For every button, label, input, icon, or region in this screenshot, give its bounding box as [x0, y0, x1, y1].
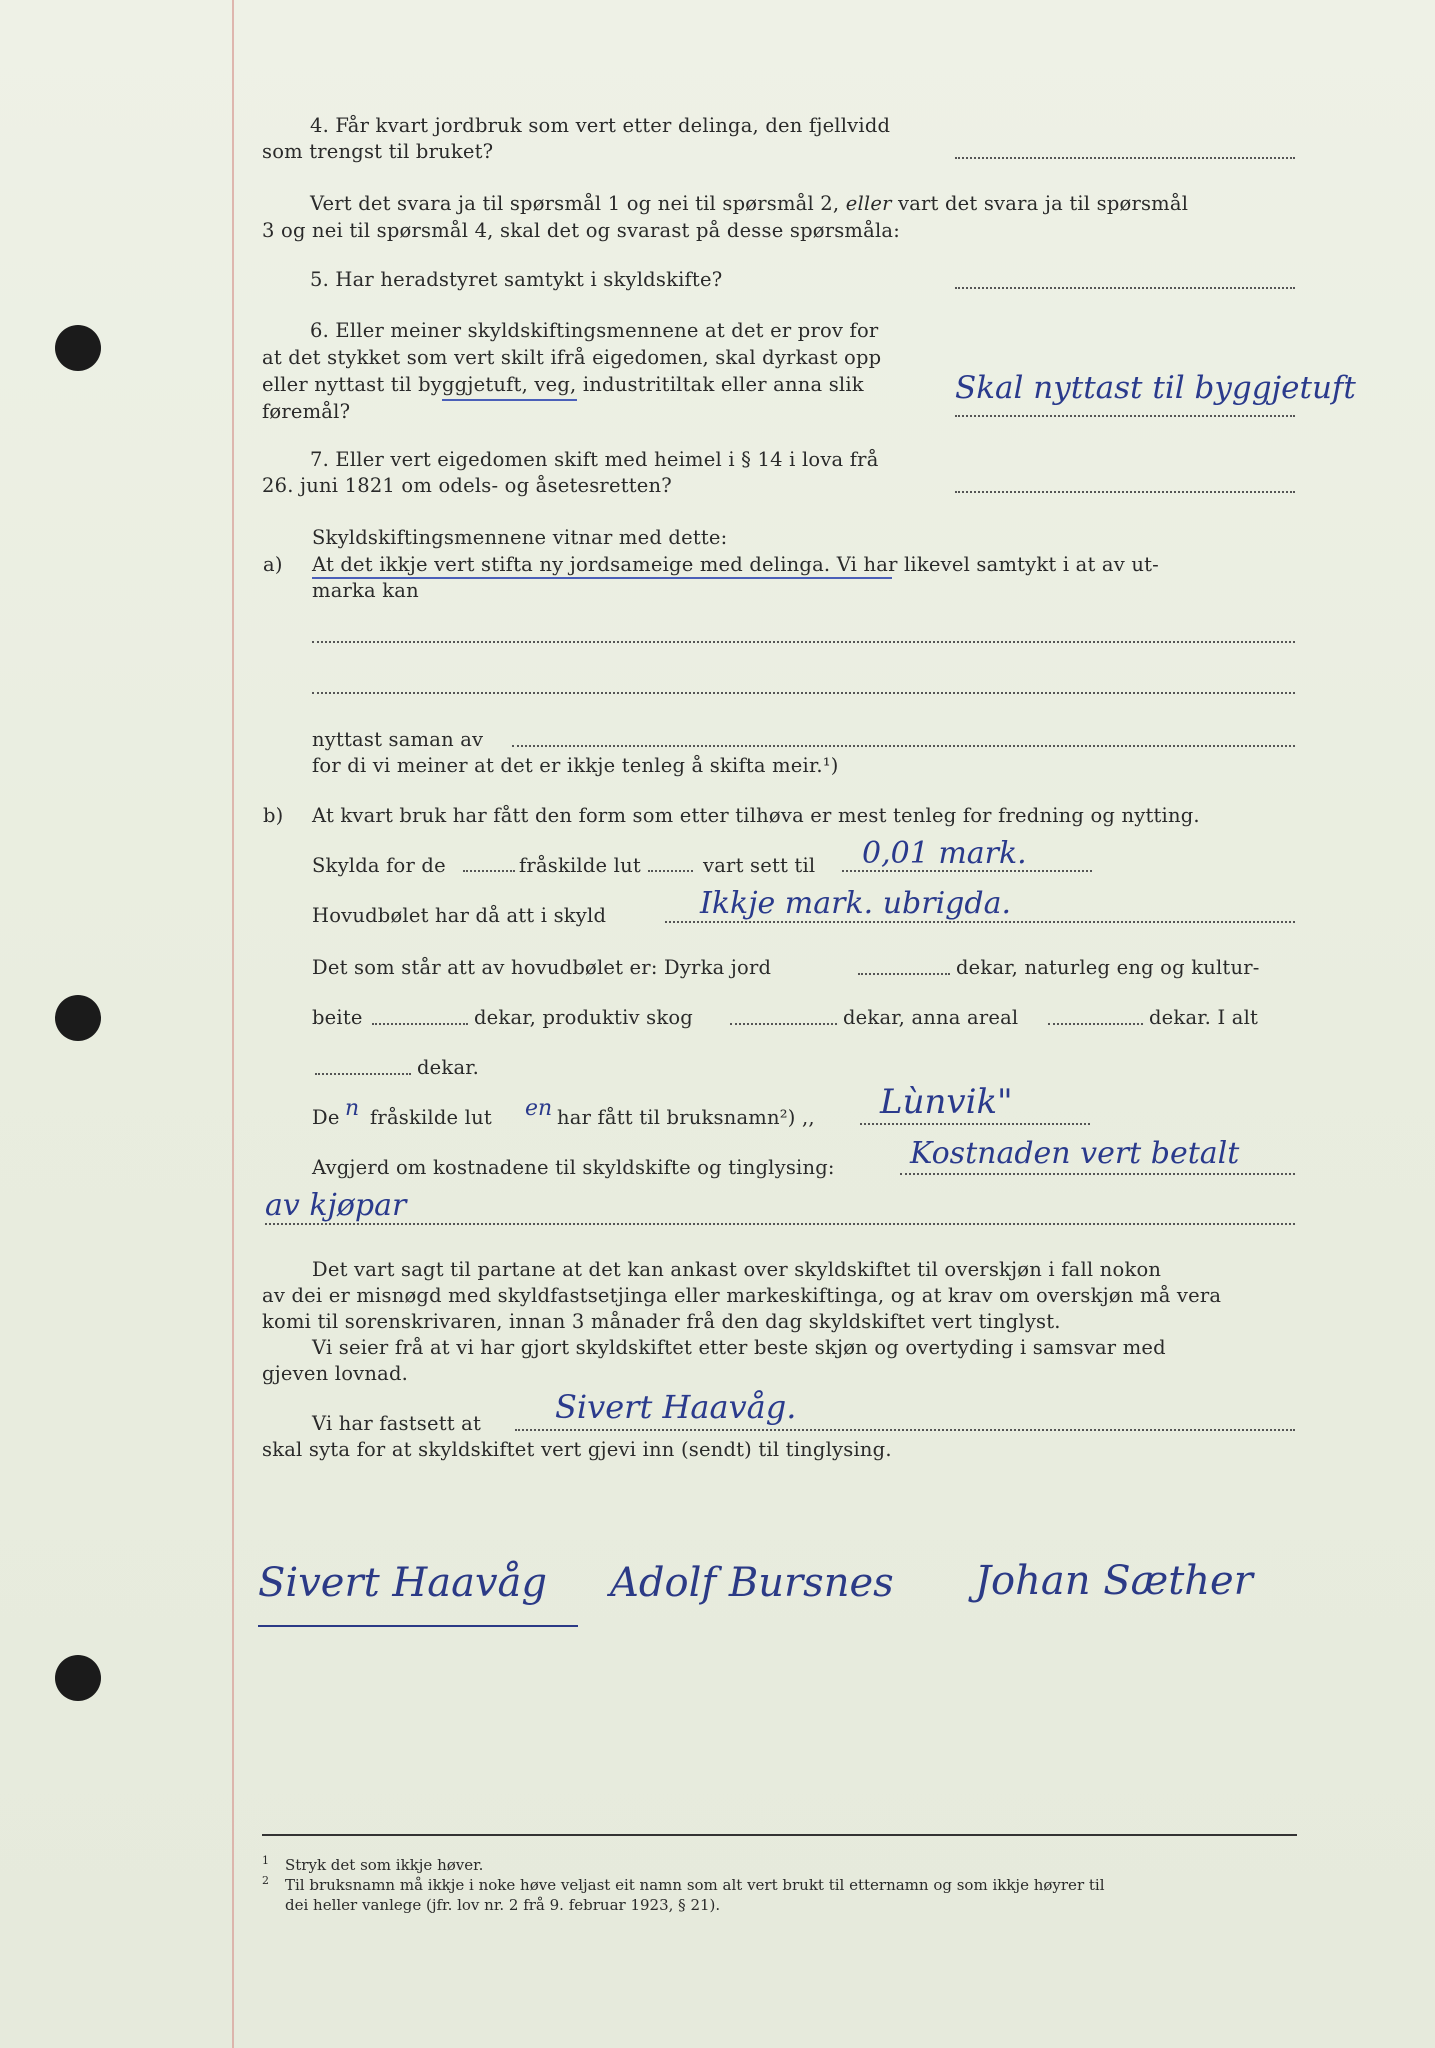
de-bruksnamn: har fått til bruksnamn²) ,, [557, 1106, 815, 1129]
de-hw1: n [345, 1096, 360, 1121]
a-blank-line-1 [312, 641, 1295, 643]
avgjerd-label: Avgjerd om kostnadene til skyldskifte og tinglysing: [312, 1156, 835, 1179]
signature-1-underline [258, 1625, 578, 1627]
bruksnamn-line [860, 1123, 1090, 1125]
beite-3: dekar, anna areal [843, 1006, 1019, 1029]
witness-a-line3: nyttast saman av [312, 728, 484, 751]
fastsett-label2: skal syta for at skyldskiftet vert gjevi inn (sendt) til tinglysing. [262, 1438, 892, 1461]
witness-a-line4: for di vi meiner at det er ikkje tenleg å skifta meir.¹) [312, 754, 839, 777]
skylda-dots-2 [648, 870, 693, 872]
fastsett-label: Vi har fastsett at [312, 1412, 482, 1435]
cond-line2: 3 og nei til spørsmål 4, skal det og svarast på desse spørsmåla: [262, 219, 900, 242]
total-dots [315, 1073, 411, 1075]
byggjetuft-underline [442, 399, 577, 401]
beite-dots-3 [1048, 1023, 1143, 1025]
fastsett-value: Sivert Haavåg. [555, 1388, 797, 1426]
b-label: b) [263, 804, 284, 827]
q6-line1: 6. Eller meiner skyldskiftingsmennene at det er prov for [310, 319, 879, 342]
q5-text: 5. Har heradstyret samtykt i skyldskifte? [310, 268, 723, 291]
witness-a-line1: At det ikkje vert stifta ny jordsameige med delinga. Vi har likevel samtykt i at av ut- [312, 553, 1159, 576]
att-label: Det som står att av hovudbølet er: Dyrka jord [312, 956, 772, 979]
witness-intro: Skyldskiftingsmennene vitnar med dette: [312, 526, 728, 549]
bruksnamn-value: Lùnvik" [880, 1082, 1013, 1122]
margin-line [232, 0, 234, 2048]
skylda-value: 0,01 mark. [862, 836, 1027, 871]
q6-handwritten-answer: Skal nyttast til byggjetuft [955, 370, 1356, 406]
footnote-1-mark: 1 [262, 1854, 269, 1867]
signature-2: Adolf Bursnes [610, 1560, 894, 1606]
q6-line4: føremål? [262, 400, 351, 423]
beite-dots-1 [372, 1023, 468, 1025]
punch-hole-top [55, 325, 101, 371]
footnote-1: Stryk det som ikkje høver. [285, 1856, 484, 1874]
q6-line3: eller nyttast til byggjetuft, veg, industritiltak eller anna slik [262, 373, 864, 396]
beite-1: beite [312, 1006, 363, 1029]
avgjerd-value2: av kjøpar [265, 1188, 407, 1223]
beite-dots-2 [730, 1023, 837, 1025]
avgjerd-line1 [900, 1173, 1295, 1175]
q5-answer-line [955, 287, 1295, 289]
de-fraskilde: fråskilde lut [370, 1106, 492, 1129]
total-dekar: dekar. [417, 1056, 480, 1079]
cond-line1: Vert det svara ja til spørsmål 1 og nei til spørsmål 2, eller vart det svara ja til spørsmål [310, 192, 1189, 215]
q6-line2: at det stykket som vert skilt ifrå eigedomen, skal dyrkast opp [262, 346, 882, 369]
hovudbol-value: Ikkje mark. ubrigda. [700, 886, 1012, 921]
witness-a-line2: marka kan [312, 579, 419, 602]
dyrka-dots [858, 973, 950, 975]
skylda-dots-1 [463, 870, 515, 872]
a-blank-line-2 [312, 692, 1295, 694]
footnote-rule [262, 1834, 1297, 1836]
a-nyttast-line [512, 745, 1295, 747]
q6-answer-line [955, 415, 1295, 417]
notice-line5: gjeven lovnad. [262, 1362, 409, 1385]
hovudbol-line [665, 921, 1295, 923]
att-label2: dekar, naturleg eng og kultur- [956, 956, 1260, 979]
q7-line1: 7. Eller vert eigedomen skift med heimel i § 14 i lova frå [310, 448, 879, 471]
q4-line1: 4. Får kvart jordbruk som vert etter delinga, den fjellvidd [310, 114, 891, 137]
witness-a-label: a) [263, 553, 283, 576]
footnote-2b: dei heller vanlege (jfr. lov nr. 2 frå 9. februar 1923, § 21). [285, 1896, 721, 1914]
punch-hole-middle [55, 995, 101, 1041]
q7-answer-line [955, 491, 1295, 493]
de-hw2: en [525, 1096, 553, 1121]
notice-line4: Vi seier frå at vi har gjort skyldskiftet etter beste skjøn og overtyding i samsvar med [312, 1336, 1166, 1359]
footnote-2-mark: 2 [262, 1874, 269, 1887]
skylda-label-a: Skylda for de [312, 854, 446, 877]
avgjerd-line2 [265, 1223, 1295, 1225]
q4-answer-line [955, 157, 1295, 159]
b-line1: At kvart bruk har fått den form som etter tilhøva er mest tenleg for fredning og nytting. [312, 804, 1200, 827]
q4-line2: som trengst til bruket? [262, 140, 494, 163]
q7-line2: 26. juni 1821 om odels- og åsetesretten? [262, 474, 672, 497]
footnote-2a: Til bruksnamn må ikkje i noke høve veljast eit namn som alt vert brukt til etternamn og som ikkje høyrer til [285, 1876, 1105, 1894]
signature-3: Johan Sæther [975, 1558, 1253, 1604]
notice-line2: av dei er misnøgd med skyldfastsetjinga eller markeskiftinga, og at krav om overskjøn må vera [262, 1284, 1222, 1307]
notice-line1: Det vart sagt til partane at det kan ankast over skyldskiftet til overskjøn i fall nokon [312, 1258, 1162, 1281]
punch-hole-bottom [55, 1655, 101, 1701]
de-label: De [312, 1106, 340, 1129]
avgjerd-value1: Kostnaden vert betalt [910, 1136, 1240, 1171]
beite-4: dekar. I alt [1149, 1006, 1259, 1029]
skylda-value-line [842, 870, 1092, 872]
skylda-label-b: fråskilde lut [519, 854, 641, 877]
beite-2: dekar, produktiv skog [474, 1006, 693, 1029]
fastsett-line [515, 1429, 1295, 1431]
skylda-label-c: vart sett til [703, 854, 816, 877]
notice-line3: komi til sorenskrivaren, innan 3 månader frå den dag skyldskiftet vert tinglyst. [262, 1310, 1061, 1333]
signature-1: Sivert Haavåg [258, 1560, 548, 1606]
hovudbol-label: Hovudbølet har då att i skyld [312, 904, 607, 927]
